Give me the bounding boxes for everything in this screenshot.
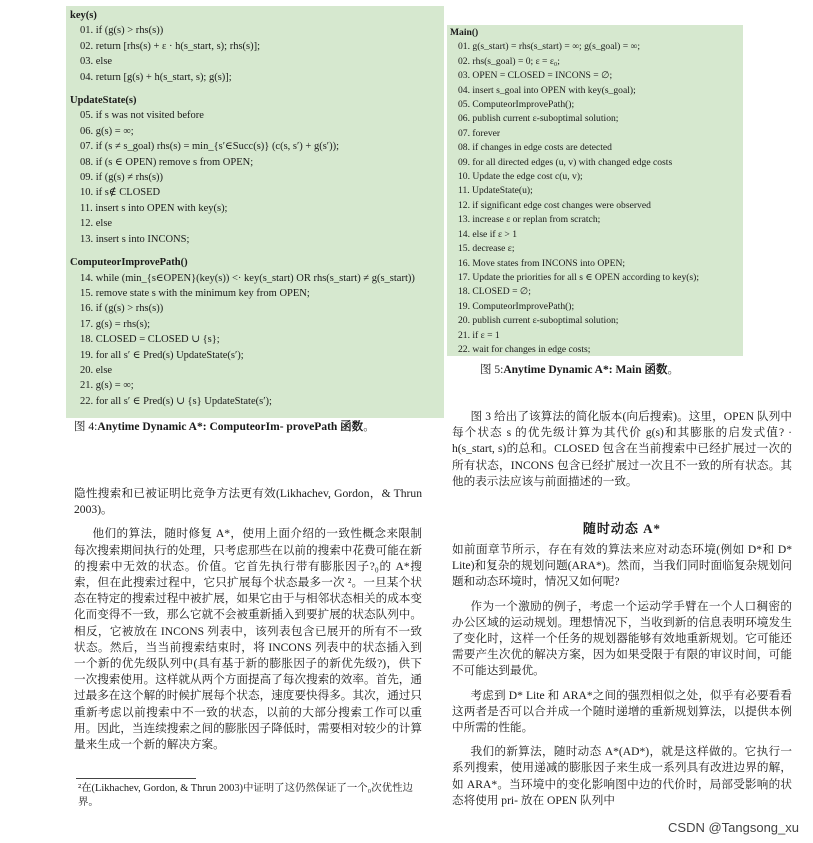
update-state-function bbox=[70, 93, 440, 247]
algo-line: 04. insert s_goal into OPEN with key(s_goal); bbox=[458, 84, 636, 96]
compute-improve-path-function bbox=[70, 255, 440, 409]
right-column-text bbox=[452, 542, 792, 817]
algo-line: 02. return [rhs(s) + ε · h(s_start, s); rhs(s)]; bbox=[80, 40, 261, 52]
caption-title: Anytime Dynamic A*: ComputeorIm- provePath 函数 bbox=[97, 421, 364, 433]
algo-line: 09. for all directed edges (u, v) with changed edge costs bbox=[458, 156, 673, 168]
algo-line: 21. g(s) = ∞; bbox=[80, 380, 134, 392]
algo-line: 19. ComputeorImprovePath(); bbox=[458, 300, 575, 312]
algo-line: 19. for all s′ ∈ Pred(s) UpdateState(s′); bbox=[80, 349, 244, 361]
algo-line: 22. for all s′ ∈ Pred(s) ∪ {s} UpdateState(s′); bbox=[80, 395, 272, 407]
algo-line: 06. g(s) = ∞; bbox=[80, 125, 134, 137]
algo-line: 03. else bbox=[80, 56, 113, 68]
algo-line: 15. decrease ε; bbox=[458, 243, 515, 255]
algo-line: 02. rhs(s_goal) = 0; ε = ε₀; bbox=[458, 55, 560, 67]
figure5-caption bbox=[480, 363, 750, 378]
algo-title: Main() bbox=[450, 27, 479, 38]
algo-line: 07. if (s ≠ s_goal) rhs(s) = min_{s′∈Succ(s)} (c(s, s′) + g(s′)); bbox=[80, 141, 340, 153]
caption-prefix: 图 4: bbox=[74, 421, 98, 433]
algo-line: 22. wait for changes in edge costs; bbox=[458, 343, 591, 355]
algo-line: 14. while (min_{s∈OPEN}(key(s)) <· key(s_start) OR rhs(s_start) ≠ g(s_start)) bbox=[80, 272, 415, 284]
right-column-intro bbox=[452, 409, 792, 498]
paragraph: 作为一个激励的例子，考虑一个运动学手臂在一个人口稠密的办公区域的运动规划。理想情况下，当收到新的信息表明环境发生了变化时，这样一个任务的规划器能够有效地重新规划。它可能还需要产生次优的解决方案，因为如果受限于有限的审议时间，可能不可能达到最优。 bbox=[452, 599, 792, 678]
algo-line: 17. Update the priorities for all s ∈ OPEN according to key(s); bbox=[458, 271, 700, 283]
footnote-rule bbox=[76, 778, 196, 779]
algo-line: 10. Update the edge cost c(u, v); bbox=[458, 171, 583, 183]
left-column-text bbox=[74, 486, 422, 761]
algo-line: 05. if s was not visited before bbox=[80, 110, 204, 122]
algo-line: 17. g(s) = rhs(s); bbox=[80, 318, 151, 330]
algo-line: 01. g(s_start) = rhs(s_start) = ∞; g(s_goal) = ∞; bbox=[458, 41, 641, 53]
paragraph: 我们的新算法，随时动态 A*(AD*)，就是这样做的。它执行一系列搜索，使用递减的膨胀因子来生成一系列具有改进边界的解，如 ARA*。当环境中的变化影响图中边的代价时，局部受影响的状态将使用 pri- 放在 OPEN 队列中 bbox=[452, 745, 792, 807]
algo-line: 10. if s∉ CLOSED bbox=[80, 187, 161, 199]
algo-line: 14. else if ε > 1 bbox=[458, 228, 517, 240]
algo-line: 18. CLOSED = CLOSED ∪ {s}; bbox=[80, 334, 220, 346]
algo-line: 20. publish current ε-suboptimal solution; bbox=[458, 315, 619, 327]
caption-prefix: 图 5: bbox=[480, 364, 504, 376]
caption-suffix: 。 bbox=[667, 364, 680, 376]
algo-line: 01. if (g(s) > rhs(s)) bbox=[80, 25, 164, 37]
footnote: ²在(Likhachev, Gordon, & Thrun 2003)中证明了这仍然保证了一个₀次优性边界。 bbox=[78, 783, 413, 808]
algo-line: 04. return [g(s) + h(s_start, s); g(s)]; bbox=[80, 71, 232, 83]
paragraph: 他们的算法，随时修复 A*，使用上面介绍的一致性概念来限制每次搜索期间执行的处理，只考虑那些在以前的搜索中花费可能在新的搜索中无效的状态。价值。它首先执行带有膨胀因子?₀的 A*搜索，但在此搜索过程中，它只扩展每个状态最多一次 ²。一旦某个状态在特定的搜索过程中被扩展，如果它由于与相邻状态相关的成本变化而变得不一致，那么它就不会被重新插入到要扩展的状态队列中。相反，它被放在 INCONS 列表中，该列表包含已展开的所有不一致状态。然后，当当前搜索结束时，将 INCONS 列表中的状态插入到一个新的优先级队列中(具有基于新的膨胀因子的新优先级?)，供下一次搜索使用。这样就从两个方面提高了每次搜索的效率。首先，通过最多在这个解的时候扩展每个状态，速度要快得多。其次，通过只重新考虑以前搜索中不一致的状态，以前的大部分搜索工作可以重用。因此，当连续搜索之间的膨胀因子降低时，需要相对较少的计算量来生成一个新的解决方案。 bbox=[74, 527, 422, 752]
caption-suffix: 。 bbox=[363, 421, 375, 433]
paragraph: 如前面章节所示，存在有效的算法来应对动态环境(例如 D*和 D* Lite)和复杂的规划问题(ARA*)。然而，当我们同时面临复杂规划问题和动态环境时，情况又如何呢? bbox=[452, 543, 792, 589]
algo-line: 06. publish current ε-suboptimal solution; bbox=[458, 113, 619, 125]
algo-line: 13. insert s into INCONS; bbox=[80, 233, 190, 245]
key-function bbox=[70, 8, 440, 85]
figure4-algorithm-box bbox=[66, 6, 444, 418]
figure4-caption bbox=[74, 420, 444, 435]
algo-line: 11. insert s into OPEN with key(s); bbox=[80, 202, 228, 214]
watermark: CSDN @Tangsong_xu bbox=[668, 820, 799, 835]
section-heading: 随时动态 A* bbox=[582, 521, 662, 536]
algo-title: ComputeorImprovePath() bbox=[70, 257, 188, 269]
algo-line: 03. OPEN = CLOSED = INCONS = ∅; bbox=[458, 70, 613, 82]
algo-title: key(s) bbox=[70, 10, 97, 21]
algo-line: 21. if ε = 1 bbox=[458, 329, 500, 341]
caption-title: Anytime Dynamic A*: Main 函数 bbox=[503, 364, 668, 376]
algo-line: 08. if changes in edge costs are detected bbox=[458, 142, 612, 154]
algo-line: 16. if (g(s) > rhs(s)) bbox=[80, 303, 164, 315]
algo-line: 08. if (s ∈ OPEN) remove s from OPEN; bbox=[80, 156, 254, 168]
algo-line: 12. else bbox=[80, 218, 113, 230]
algo-line: 16. Move states from INCONS into OPEN; bbox=[458, 257, 626, 269]
algo-line: 11. UpdateState(u); bbox=[458, 185, 533, 197]
algo-title: UpdateState(s) bbox=[70, 95, 137, 107]
algo-line: 09. if (g(s) ≠ rhs(s)) bbox=[80, 172, 164, 184]
algo-line: 12. if significant edge cost changes were observed bbox=[458, 199, 651, 211]
paragraph: 图 3 给出了该算法的简化版本(向后搜索)。这里，OPEN 队列中每个状态 s 的优先级计算为其代价 g(s)和其膨胀的启发式值? · h(s_start, s)的总和。CLOSED 包含在当前搜索中已经扩展过一次的所有状态，INCONS 包含已经扩展过一次且不一致的所有状态。其他的表示法应该与前面描述的一致。 bbox=[452, 410, 792, 488]
paragraph: 隐性搜索和已被证明比竞争方法更有效(Likhachev, Gordon，& Thrun 2003)。 bbox=[74, 487, 422, 517]
algo-line: 18. CLOSED = ∅; bbox=[458, 286, 531, 298]
algo-line: 05. ComputeorImprovePath(); bbox=[458, 99, 575, 111]
algo-line: 07. forever bbox=[458, 127, 501, 139]
algo-line: 20. else bbox=[80, 364, 113, 376]
algo-line: 13. increase ε or replan from scratch; bbox=[458, 214, 601, 226]
figure5-algorithm-box bbox=[447, 25, 743, 356]
paragraph: 考虑到 D* Lite 和 ARA*之间的强烈相似之处，似乎有必要看看这两者是否可以合并成一个随时递增的重新规划算法，以提供本例中所需的性能。 bbox=[452, 688, 792, 735]
algo-line: 15. remove state s with the minimum key from OPEN; bbox=[80, 287, 310, 299]
